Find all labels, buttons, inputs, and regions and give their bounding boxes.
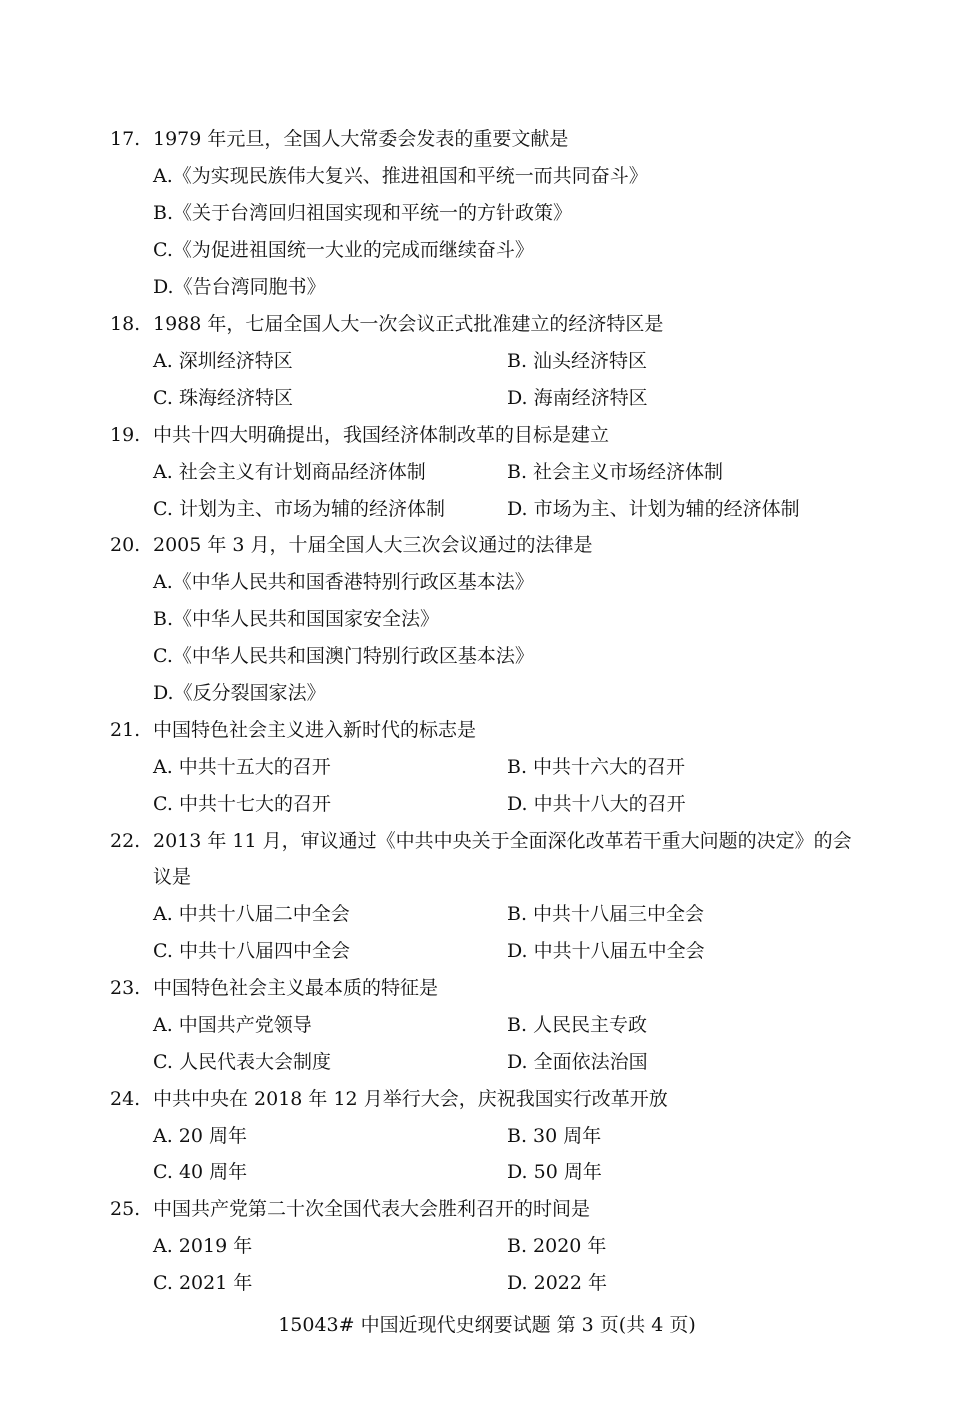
question-text: 中国特色社会主义进入新时代的标志是 — [153, 719, 477, 741]
option-21-d: D. 中共十八大的召开 — [507, 793, 686, 815]
option-24-a: A. 20 周年 — [153, 1125, 248, 1147]
option-22-c: C. 中共十八届四中全会 — [153, 940, 350, 962]
option-21-a: A. 中共十五大的召开 — [153, 756, 331, 778]
option-23-d: D. 全面依法治国 — [507, 1051, 648, 1073]
question-number: 21. — [110, 719, 141, 741]
question-number: 22. — [110, 830, 141, 852]
option-18-b: B. 汕头经济特区 — [507, 350, 648, 372]
question-number: 18. — [110, 313, 141, 335]
option-21-b: B. 中共十六大的召开 — [507, 756, 686, 778]
option-19-a: A. 社会主义有计划商品经济体制 — [153, 461, 426, 483]
option-18-c: C. 珠海经济特区 — [153, 387, 293, 409]
question-text: 中共十四大明确提出，我国经济体制改革的目标是建立 — [153, 424, 610, 446]
option-25-c: C. 2021 年 — [153, 1272, 253, 1294]
option-20-b: B.《中华人民共和国国家安全法》 — [153, 608, 440, 630]
question-number: 20. — [110, 534, 141, 556]
question-text: 中国特色社会主义最本质的特征是 — [153, 977, 439, 999]
option-23-b: B. 人民民主专政 — [507, 1014, 648, 1036]
question-text: 2013 年 11 月，审议通过《中共中央关于全面深化改革若干重大问题的决定》的会 — [153, 830, 852, 852]
question-text: 1979 年元旦，全国人大常委会发表的重要文献是 — [153, 128, 569, 150]
option-19-b: B. 社会主义市场经济体制 — [507, 461, 724, 483]
question-number: 25. — [110, 1198, 141, 1220]
option-24-d: D. 50 周年 — [507, 1161, 602, 1183]
question-text: 中共中央在 2018 年 12 月举行大会，庆祝我国实行改革开放 — [153, 1088, 668, 1110]
question-number: 24. — [110, 1088, 141, 1110]
option-23-a: A. 中国共产党领导 — [153, 1014, 312, 1036]
option-21-c: C. 中共十七大的召开 — [153, 793, 331, 815]
option-18-a: A. 深圳经济特区 — [153, 350, 293, 372]
option-22-b: B. 中共十八届三中全会 — [507, 903, 705, 925]
option-20-c: C.《中华人民共和国澳门特别行政区基本法》 — [153, 645, 534, 667]
option-17-c: C.《为促进祖国统一大业的完成而继续奋斗》 — [153, 239, 534, 261]
option-17-a: A.《为实现民族伟大复兴、推进祖国和平统一而共同奋斗》 — [153, 165, 648, 187]
question-text: 2005 年 3 月，十届全国人大三次会议通过的法律是 — [153, 534, 593, 556]
option-22-d: D. 中共十八届五中全会 — [507, 940, 705, 962]
option-20-a: A.《中华人民共和国香港特别行政区基本法》 — [153, 571, 534, 593]
option-23-c: C. 人民代表大会制度 — [153, 1051, 331, 1073]
option-17-d: D.《告台湾同胞书》 — [153, 276, 326, 298]
option-25-a: A. 2019 年 — [153, 1235, 253, 1257]
option-25-b: B. 2020 年 — [507, 1235, 607, 1257]
question-22-continued: 议是 — [153, 866, 192, 888]
page-footer: 15043# 中国近现代史纲要试题 第 3 页(共 4 页) — [278, 1314, 696, 1336]
question-number: 23. — [110, 977, 141, 999]
option-18-d: D. 海南经济特区 — [507, 387, 648, 409]
option-24-b: B. 30 周年 — [507, 1125, 602, 1147]
question-text: 1988 年，七届全国人大一次会议正式批准建立的经济特区是 — [153, 313, 664, 335]
option-19-c: C. 计划为主、市场为辅的经济体制 — [153, 498, 445, 520]
option-25-d: D. 2022 年 — [507, 1272, 608, 1294]
option-19-d: D. 市场为主、计划为辅的经济体制 — [507, 498, 800, 520]
option-20-d: D.《反分裂国家法》 — [153, 682, 326, 704]
question-number: 17. — [110, 128, 141, 150]
option-22-a: A. 中共十八届二中全会 — [153, 903, 350, 925]
question-text: 中国共产党第二十次全国代表大会胜利召开的时间是 — [153, 1198, 591, 1220]
option-17-b: B.《关于台湾回归祖国实现和平统一的方针政策》 — [153, 202, 573, 224]
option-24-c: C. 40 周年 — [153, 1161, 248, 1183]
question-number: 19. — [110, 424, 141, 446]
